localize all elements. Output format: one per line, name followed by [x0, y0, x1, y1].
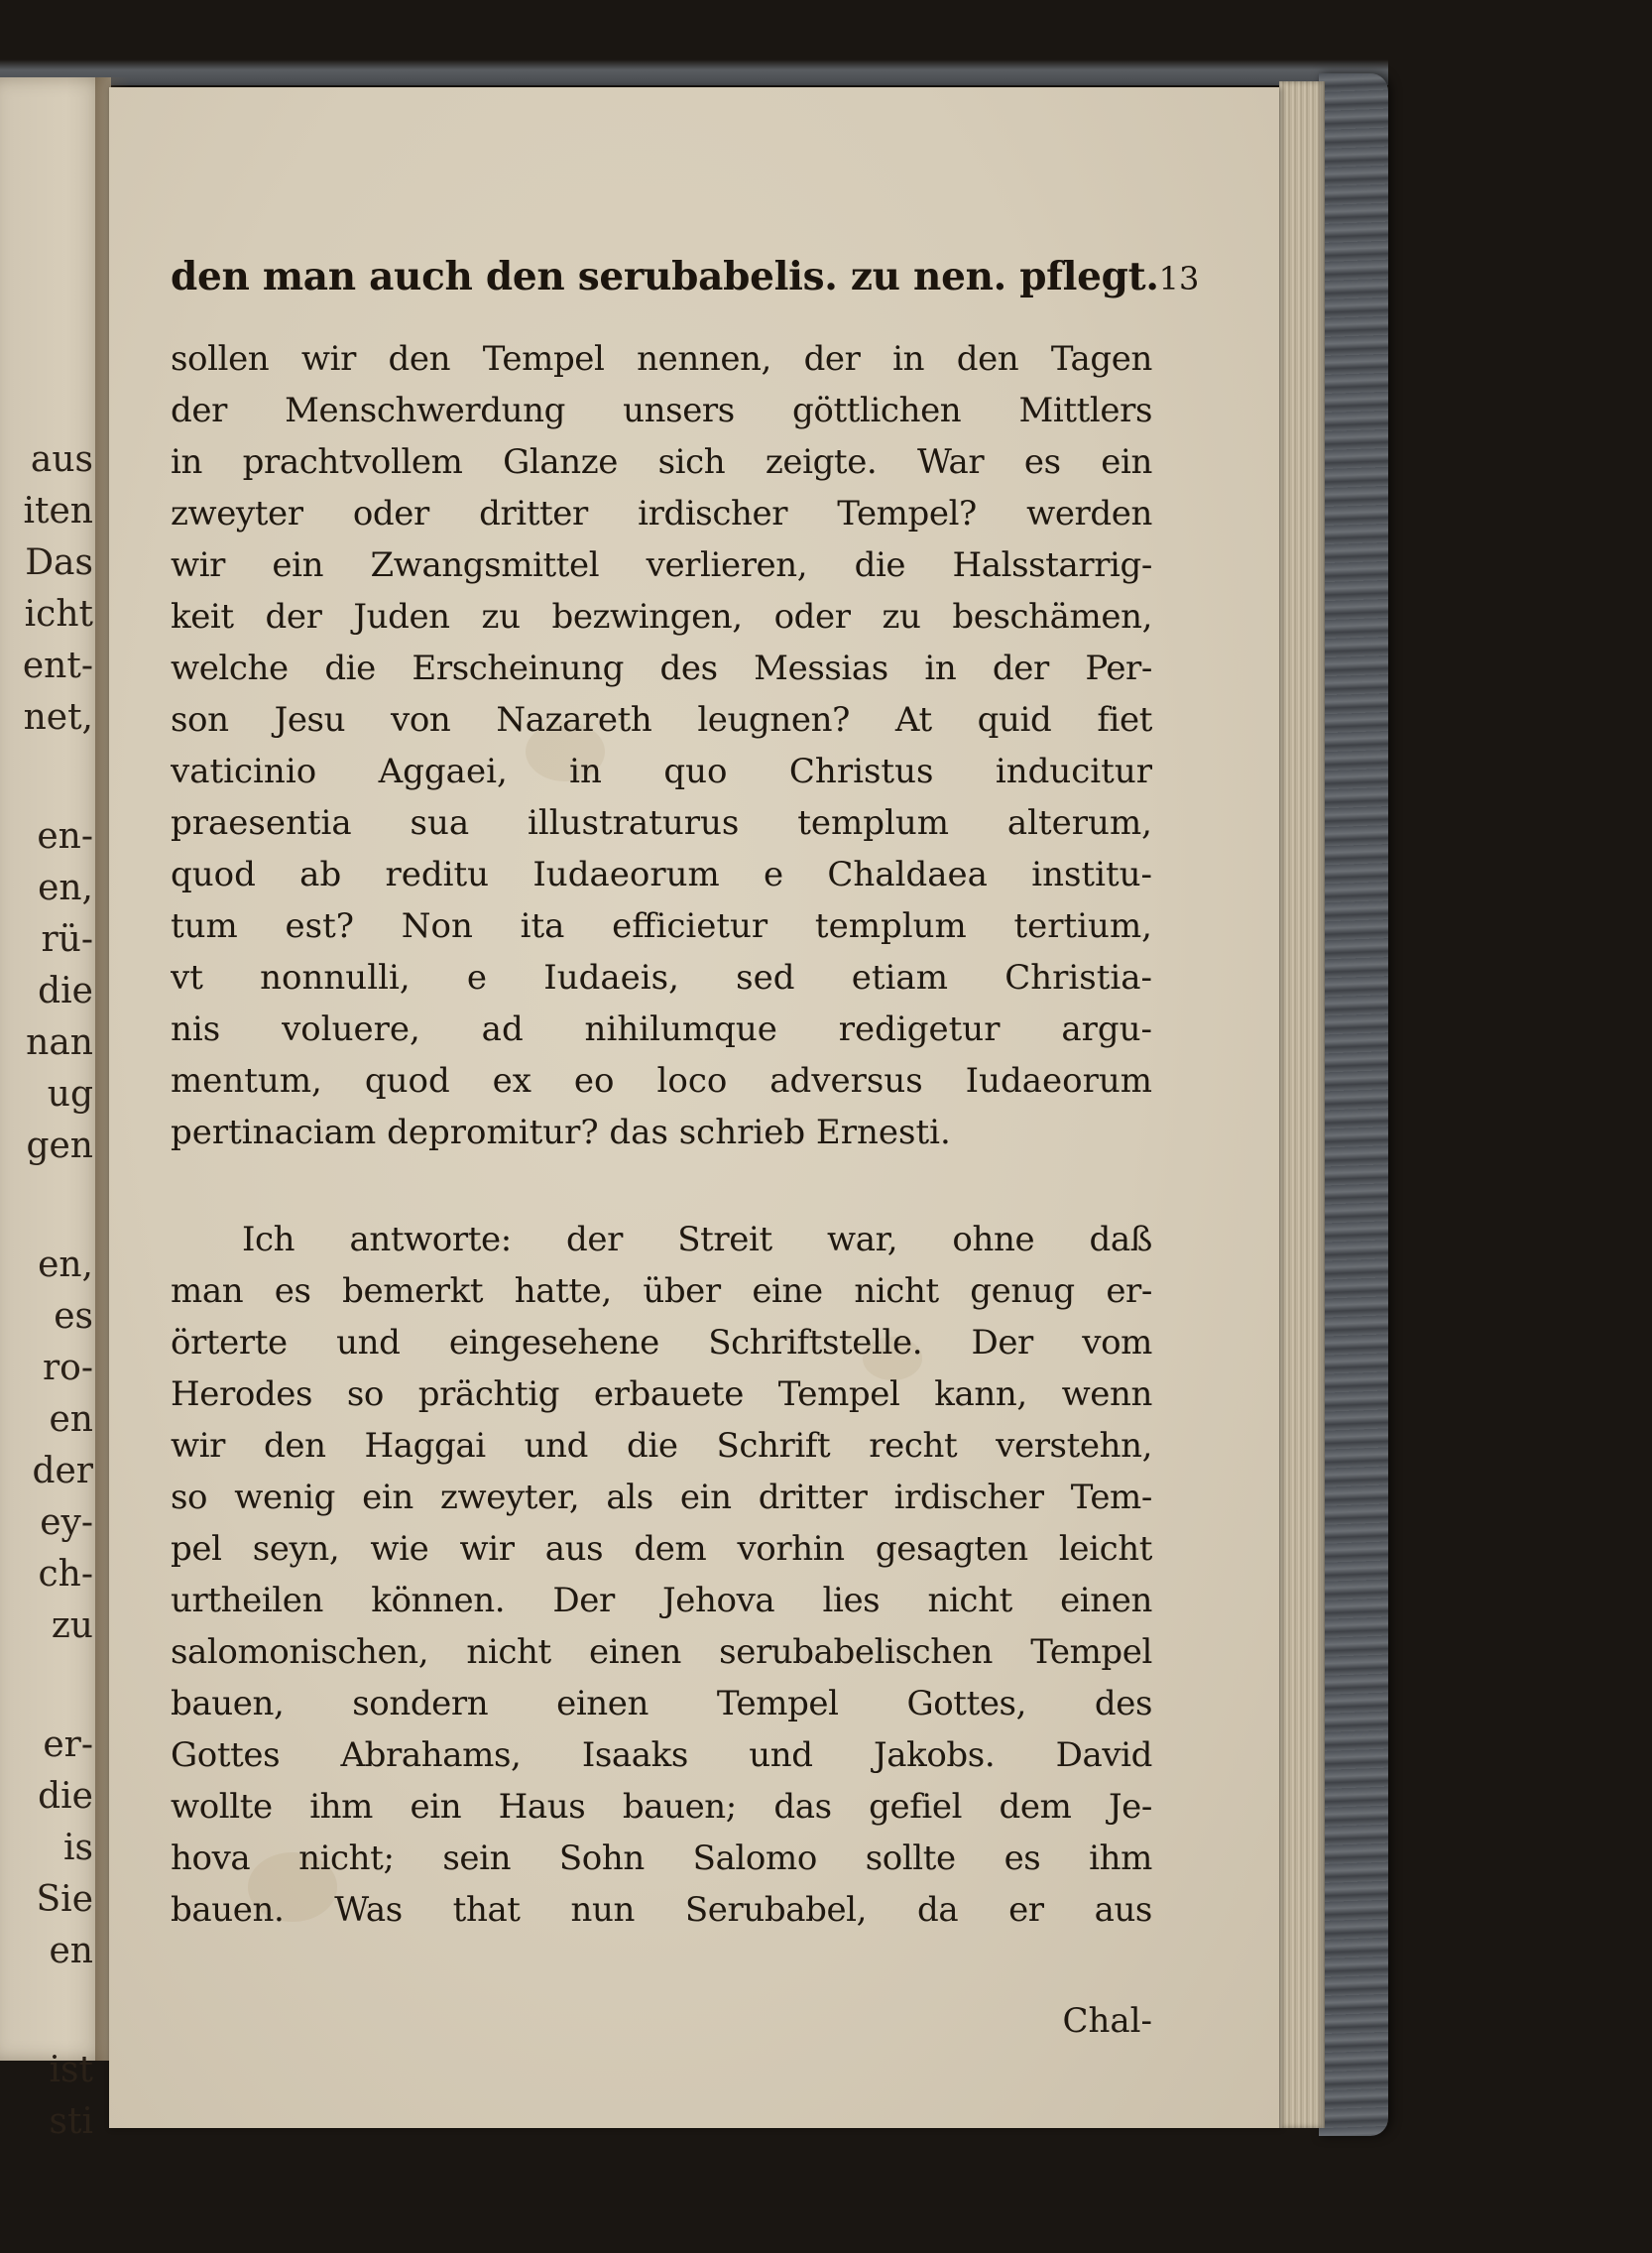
text-line: mentum, quod ex eo loco adversus Iudaeorum: [171, 1061, 1152, 1101]
right-page: [109, 87, 1279, 2128]
text-line: salomonischen, nicht einen serubabelischen Tempel: [171, 1632, 1152, 1672]
text-line: sollen wir den Tempel nennen, der in den Tagen: [171, 339, 1152, 379]
text-line: tum est? Non ita efficietur templum tertium,: [171, 906, 1152, 946]
body-text: [171, 333, 1152, 1936]
text-line: Gottes Abrahams, Isaaks und Jakobs. David: [171, 1735, 1152, 1775]
left-page-text-fragments: [0, 434, 99, 2148]
left-page-fragment: [0, 744, 99, 811]
left-page-fragment: ey-: [40, 1502, 93, 1543]
left-page-fragment: en: [49, 1399, 93, 1440]
text-line: nis voluere, ad nihilumque redigetur argu-: [171, 1009, 1152, 1049]
text-line: örterte und eingesehene Schriftstelle. Der vom: [171, 1323, 1152, 1363]
left-page-fragment: aus: [30, 439, 93, 480]
running-head: [171, 254, 1200, 313]
left-page-fragment: er-: [43, 1724, 93, 1765]
text-line: bauen. Was that nun Serubabel, da er aus: [171, 1890, 1152, 1930]
left-page-fragment: die: [38, 1776, 93, 1817]
text-line: wir den Haggai und die Schrift recht verstehn,: [171, 1426, 1152, 1466]
left-page-fragment: [0, 1652, 99, 1719]
text-line: keit der Juden zu bezwingen, oder zu beschämen,: [171, 597, 1152, 637]
text-line: pertinaciam depromitur? das schrieb Ernesti.: [171, 1113, 951, 1152]
page-number: 13: [1158, 260, 1200, 297]
text-line: zweyter oder dritter irdischer Tempel? werden: [171, 494, 1152, 534]
left-page-fragment: gen: [26, 1126, 93, 1166]
left-page-fragment: net,: [23, 697, 93, 738]
text-line: Herodes so prächtig erbauete Tempel kann, wenn: [171, 1374, 1152, 1414]
text-line: quod ab reditu Iudaeorum e Chaldaea institu-: [171, 855, 1152, 894]
text-line: pel seyn, wie wir aus dem vorhin gesagten leicht: [171, 1529, 1152, 1569]
text-line: urtheilen können. Der Jehova lies nicht einen: [171, 1581, 1152, 1620]
text-line: wir ein Zwangsmittel verlieren, die Halsstarrig-: [171, 545, 1152, 585]
left-page-fragment: en-: [37, 816, 93, 857]
text-line: welche die Erscheinung des Messias in der Per-: [171, 649, 1152, 688]
left-page-fragment: ro-: [42, 1348, 93, 1388]
running-title: den man auch den serubabelis. zu nen. pflegt.: [171, 254, 1159, 299]
left-page-fragment: iten: [23, 491, 93, 532]
text-line: praesentia sua illustraturus templum alterum,: [171, 803, 1152, 843]
left-page-fragment: sti: [49, 2101, 93, 2142]
text-line: man es bemerkt hatte, über eine nicht genug er-: [171, 1271, 1152, 1311]
text-line: der Menschwerdung unsers göttlichen Mittlers: [171, 391, 1152, 430]
text-line: Ich antworte: der Streit war, ohne daß: [242, 1220, 1152, 1259]
left-page-fragment: en,: [38, 1245, 93, 1285]
left-page-fragment: ist: [49, 2050, 93, 2090]
left-page-fragment: en,: [38, 868, 93, 908]
left-page-fragment: die: [38, 971, 93, 1011]
left-page-fragment: ent-: [22, 646, 93, 686]
left-page-fragment: zu: [51, 1605, 93, 1646]
book-cover-board: [1319, 73, 1388, 2136]
text-line: bauen, sondern einen Tempel Gottes, des: [171, 1684, 1152, 1723]
left-page-fragment: ch-: [38, 1554, 93, 1595]
left-page-fragment: is: [63, 1828, 93, 1868]
left-page-fragment: icht: [24, 594, 93, 635]
cover-top-edge: [0, 59, 1388, 85]
left-page-fragment: es: [54, 1296, 93, 1337]
left-page-fragment: rü-: [41, 919, 93, 960]
page-edges: [1279, 81, 1325, 2128]
left-page-fragment: [0, 1172, 99, 1240]
left-page-fragment: en: [49, 1931, 93, 1971]
catchword: Chal-: [1062, 2001, 1152, 2041]
text-line: vaticinio Aggaei, in quo Christus inducitur: [171, 752, 1152, 791]
text-line: in prachtvollem Glanze sich zeigte. War es ein: [171, 442, 1152, 482]
left-page-fragment: ug: [47, 1074, 93, 1115]
text-line: vt nonnulli, e Iudaeis, sed etiam Christia-: [171, 958, 1152, 998]
left-page-fragment: nan: [26, 1022, 93, 1063]
text-line: wollte ihm ein Haus bauen; das gefiel dem Je-: [171, 1787, 1152, 1827]
left-page-fragment: der: [32, 1451, 93, 1491]
paragraph-gap: [171, 1158, 1152, 1214]
text-line: so wenig ein zweyter, als ein dritter irdischer Tem-: [171, 1478, 1152, 1517]
left-page-fragment: [0, 1977, 99, 2045]
left-page-fragment: Das: [25, 542, 93, 583]
text-line: son Jesu von Nazareth leugnen? At quid fiet: [171, 700, 1152, 740]
text-line: hova nicht; sein Sohn Salomo sollte es ihm: [171, 1838, 1152, 1878]
left-page-fragment: Sie: [36, 1879, 93, 1920]
